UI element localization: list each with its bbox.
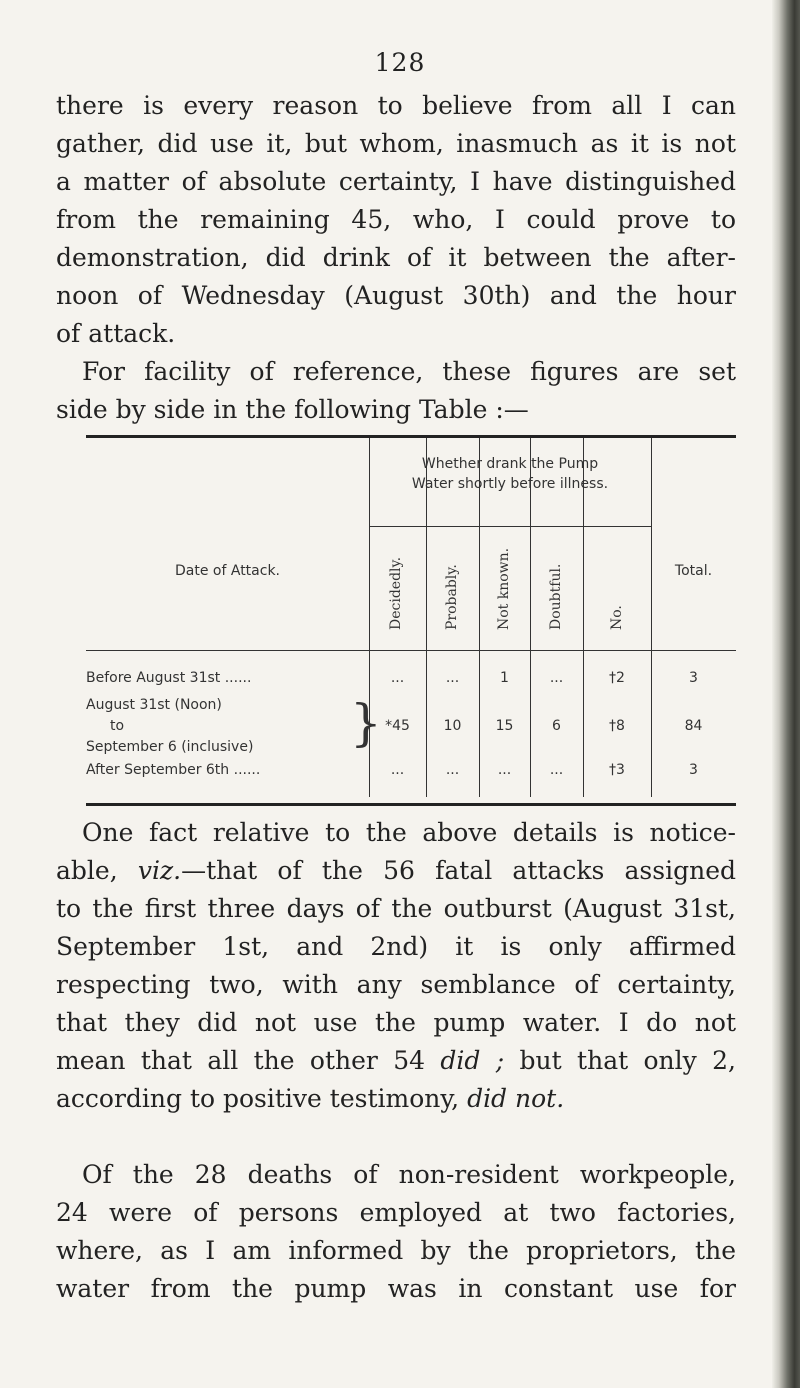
row-label-line: September 6 (inclusive) bbox=[86, 739, 254, 755]
probably-header: Probably. bbox=[444, 564, 460, 630]
text-line bbox=[56, 852, 736, 890]
text-line: a matter of absolute certainty, I have distinguished bbox=[56, 167, 736, 196]
row-label-before-aug-31: Before August 31st ...... bbox=[86, 670, 252, 686]
total-header: Total. bbox=[674, 563, 713, 579]
right-brace-icon: } bbox=[350, 694, 382, 752]
decidedly-header: Decidedly. bbox=[388, 556, 404, 630]
group-header-line: Water shortly before illness. bbox=[411, 476, 609, 492]
text-line: to the first three days of the outburst (August 31st, bbox=[56, 894, 736, 923]
date-of-attack-header: Date of Attack. bbox=[175, 563, 280, 579]
text-line: For facility of reference, these figures are set bbox=[82, 357, 736, 386]
text-line: respecting two, with any semblance of certainty, bbox=[56, 970, 736, 999]
text-line: where, as I am informed by the proprietors, the bbox=[56, 1236, 736, 1265]
cell-no: †3 bbox=[609, 762, 625, 778]
cell-not-known: 15 bbox=[495, 718, 514, 734]
subheader-rule bbox=[369, 526, 651, 527]
cell-decidedly: ... bbox=[390, 670, 405, 686]
italic-text: viz. bbox=[137, 856, 182, 885]
italic-text: did not. bbox=[467, 1084, 565, 1113]
text-line: water from the pump was in constant use for bbox=[56, 1274, 736, 1303]
text-run: but that only 2, bbox=[504, 1046, 736, 1075]
text-run: according to positive testimony, bbox=[56, 1084, 468, 1113]
text-line: demonstration, did drink of it between the after- bbox=[56, 243, 736, 272]
cell-total: 3 bbox=[689, 762, 698, 778]
page-number: 128 bbox=[374, 48, 426, 77]
cell-total: 3 bbox=[689, 670, 698, 686]
text-line: noon of Wednesday (August 30th) and the hour bbox=[56, 281, 736, 310]
doubtful-header: Doubtful. bbox=[548, 563, 564, 630]
text-run: —that of the 56 fatal attacks assigned bbox=[181, 856, 736, 885]
text-line: there is every reason to believe from all I can bbox=[56, 91, 736, 120]
text-line: of attack. bbox=[56, 319, 176, 348]
cell-no: †8 bbox=[609, 718, 625, 734]
cell-total: 84 bbox=[684, 718, 703, 734]
text-line: that they did not use the pump water. I do not bbox=[56, 1008, 736, 1037]
page-edge-shadow bbox=[772, 0, 800, 1388]
group-header-line: Whether drank the Pump bbox=[421, 456, 599, 472]
pump-water-group-header bbox=[369, 454, 651, 494]
cell-no: †2 bbox=[609, 670, 625, 686]
text-line: September 1st, and 2nd) it is only affirmed bbox=[56, 932, 736, 961]
paragraph-3 bbox=[56, 814, 736, 1118]
text-line bbox=[56, 1080, 736, 1118]
row-label-line: to bbox=[110, 718, 125, 734]
header-rule bbox=[86, 650, 736, 651]
cell-doubtful: 6 bbox=[552, 718, 561, 734]
no-header: No. bbox=[609, 605, 625, 630]
cell-probably: ... bbox=[445, 762, 460, 778]
row-label-line: August 31st (Noon) bbox=[86, 697, 222, 713]
cell-doubtful: ... bbox=[549, 762, 564, 778]
not-known-header: Not known. bbox=[496, 547, 512, 630]
text-line: 24 were of persons employed at two factories, bbox=[56, 1198, 736, 1227]
text-run: able, bbox=[56, 856, 138, 885]
column-rule bbox=[651, 438, 652, 797]
text-run: mean that all the other 54 bbox=[56, 1046, 441, 1075]
text-line: gather, did use it, but whom, inasmuch as it is not bbox=[56, 129, 736, 158]
attack-table bbox=[86, 435, 736, 806]
cell-doubtful: ... bbox=[549, 670, 564, 686]
cell-probably: 10 bbox=[443, 718, 462, 734]
italic-text: did ; bbox=[440, 1046, 505, 1075]
text-line: side by side in the following Table :— bbox=[56, 395, 529, 424]
cell-decidedly: ... bbox=[390, 762, 405, 778]
paragraph-4 bbox=[56, 1156, 736, 1308]
paragraph-2 bbox=[56, 353, 736, 429]
cell-probably: ... bbox=[445, 670, 460, 686]
cell-not-known: 1 bbox=[500, 670, 509, 686]
text-line bbox=[56, 1042, 736, 1080]
text-line: from the remaining 45, who, I could prove to bbox=[56, 205, 736, 234]
row-label-after-sep-6: After September 6th ...... bbox=[86, 762, 261, 778]
text-line: One fact relative to the above details is notice- bbox=[82, 818, 736, 847]
paragraph-1 bbox=[56, 87, 736, 353]
text-line: Of the 28 deaths of non-resident workpeople, bbox=[82, 1160, 736, 1189]
cell-not-known: ... bbox=[497, 762, 512, 778]
cell-decidedly: *45 bbox=[385, 718, 410, 734]
